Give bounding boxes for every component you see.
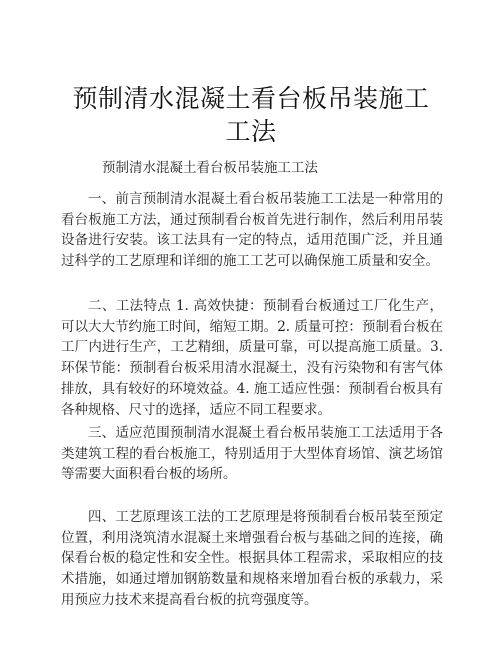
document-subtitle: 预制清水混凝土看台板吊装施工工法 bbox=[102, 160, 318, 176]
paragraph-principle: 四、工艺原理该工法的工艺原理是将预制看台板吊装至预定位置，利用浇筑清水混凝土来增强看台板与基础之间的连接，确保看台板的稳定性和安全性。根据具体工程需求，采取相应的技术措施，如通过增加钢筋数量和规格来增加看台板的承载力，采用预应力技术来提高看台板的抗弯强度等。 bbox=[61, 509, 443, 608]
paragraph-scope: 三、适应范围预制清水混凝土看台板吊装施工工法适用于各类建筑工程的看台板施工，特别适用于大型体育场馆、演艺场馆等需要大面积看台板的场所。 bbox=[61, 425, 443, 483]
document-title: 预制清水混凝土看台板吊装施工工法 bbox=[72, 84, 430, 146]
paragraph-features: 二、工法特点 1. 高效快捷：预制看台板通过工厂化生产，可以大大节约施工时间，缩短工期。2. 质量可控：预制看台板在工厂内进行生产，工艺精细，质量可靠，可以提高施工质量。3. 环保节能：预制看台板采用清水混凝土，没有污染物和有害气体排放，具有较好的环境效益。4. 施工适应性强：预制看台板具有各种规格、尺寸的选择，适应不同工程要求。 bbox=[61, 298, 443, 418]
paragraph-introduction: 一、前言预制清水混凝土看台板吊装施工工法是一种常用的看台板施工方法，通过预制看台板首先进行制作，然后利用吊装设备进行安装。该工法具有一定的特点，适用范围广泛，并且通过科学的工艺原理和详细的施工工艺可以确保施工质量和安全。 bbox=[61, 191, 443, 270]
